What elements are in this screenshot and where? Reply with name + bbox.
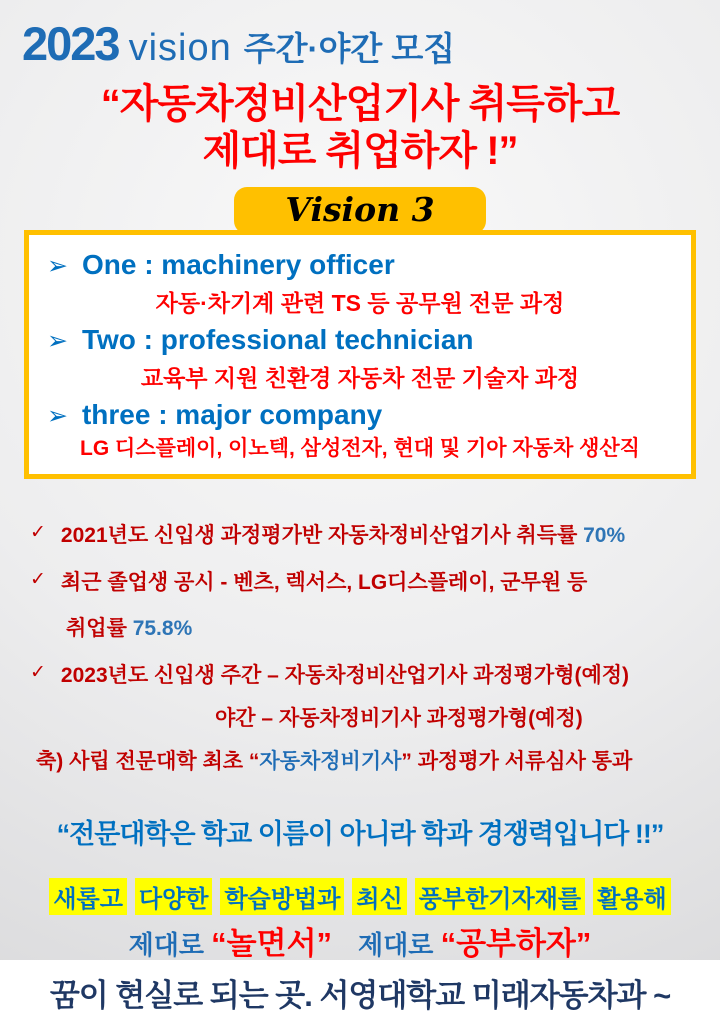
achievement-2023	[30, 659, 712, 689]
vision-item-1-title: One : machinery officer	[81, 248, 395, 280]
vision-item-3-desc	[35, 432, 685, 462]
main-title-line2: 제대로 취업하자 !”	[202, 128, 518, 173]
achievement-2023-day-text: 2023년도 신입생 주간 – 자동차정비산업기사 과정평가형(예정)	[60, 663, 630, 687]
college-quote: “전문대학은 학교 이름이 아니라 학과 경쟁력입니다 !!”	[56, 818, 664, 849]
main-title-line1: “자동차정비산업기사 취득하고	[100, 82, 620, 126]
vision-item-2-heading	[35, 324, 685, 356]
employment-rate-label: 취업률	[66, 616, 133, 640]
achievement-2021	[30, 519, 712, 549]
achievement-employment-rate	[66, 612, 712, 642]
congrats-line	[36, 745, 712, 775]
achievement-2023-night-text: 야간 – 자동차정비기사 과정평가형(예정)	[215, 706, 583, 730]
vision-item-1-desc-pre: 자동·차기계 관련	[155, 289, 332, 316]
check-icon: ✓	[30, 521, 46, 543]
header-year: 2023	[22, 17, 119, 70]
vision-item-3-desc-post: 디스플레이, 이노텍, 삼성전자, 현대 및 기아 자동차 생산직	[109, 436, 640, 460]
congrats-highlight: 자동차정비기사	[259, 749, 402, 773]
header	[0, 0, 720, 71]
bullet-arrow-icon: ➢	[47, 401, 68, 430]
achievement-graduates-text: 최근 졸업생 공시 - 벤츠, 렉서스, LG디스플레이, 군무원 등	[60, 570, 588, 594]
slogan-part3: 제대로	[358, 929, 441, 960]
achievement-2021-text	[61, 519, 625, 549]
congrats-post: ” 과정평가 서류심사 통과	[401, 749, 633, 773]
check-icon: ✓	[30, 661, 46, 683]
footer-slogan: 꿈이 현실로 되는 곳. 서영대학교 미래자동차과 ~	[49, 977, 671, 1013]
bullet-arrow-icon: ➢	[47, 326, 68, 355]
vision-item-2-desc	[35, 360, 685, 393]
header-subtitle: 주간·야간 모집	[243, 30, 456, 67]
vision-item-2-desc-pre: 교육부 지원 친환경 자동차 전문 기술자 과정	[140, 364, 580, 391]
employment-rate-stat: 75.8%	[132, 616, 193, 640]
vision-box	[24, 230, 696, 479]
slogan-part2: “놀면서”	[211, 925, 333, 961]
achievements-list	[0, 479, 720, 775]
highlight-word: 다양한	[135, 878, 213, 915]
vision-item-1-desc-bold: TS	[331, 289, 362, 316]
vision-item-1-desc-post: 등 공무원 전문 과정	[361, 289, 565, 316]
bullet-arrow-icon: ➢	[47, 251, 68, 280]
vision-item-1-heading	[35, 249, 685, 281]
vision-badge: Vision 3	[234, 187, 486, 234]
highlight-word: 학습방법과	[220, 878, 344, 915]
highlight-word: 활용해	[593, 878, 671, 915]
vision-item-2-title: Two : professional technician	[81, 323, 474, 355]
highlight-word: 풍부한기자재를	[415, 878, 585, 915]
slogan-line	[0, 918, 720, 963]
check-icon: ✓	[30, 568, 46, 590]
slogan-part1: 제대로	[128, 929, 212, 960]
achievement-2021-label: 2021년도 신입생 과정평가반 자동차정비산업기사 취득률	[60, 523, 584, 547]
vision-item-3-title: three : major company	[81, 398, 383, 430]
vision-item-3-desc-bold: LG	[80, 436, 110, 460]
vision-item-3-heading	[35, 399, 685, 431]
highlight-word: 최신	[352, 878, 406, 915]
slogan-part4: “공부하자”	[440, 925, 592, 961]
vision-item-1-desc	[35, 285, 685, 318]
achievement-2021-stat: 70%	[583, 523, 626, 547]
main-title	[0, 81, 720, 175]
header-brand: vision	[128, 27, 232, 69]
promo-highlight-line	[0, 878, 720, 915]
highlight-word: 새롭고	[49, 878, 127, 915]
achievement-graduates	[30, 566, 712, 596]
congrats-pre: 축) 사립 전문대학 최초 “	[36, 749, 260, 773]
